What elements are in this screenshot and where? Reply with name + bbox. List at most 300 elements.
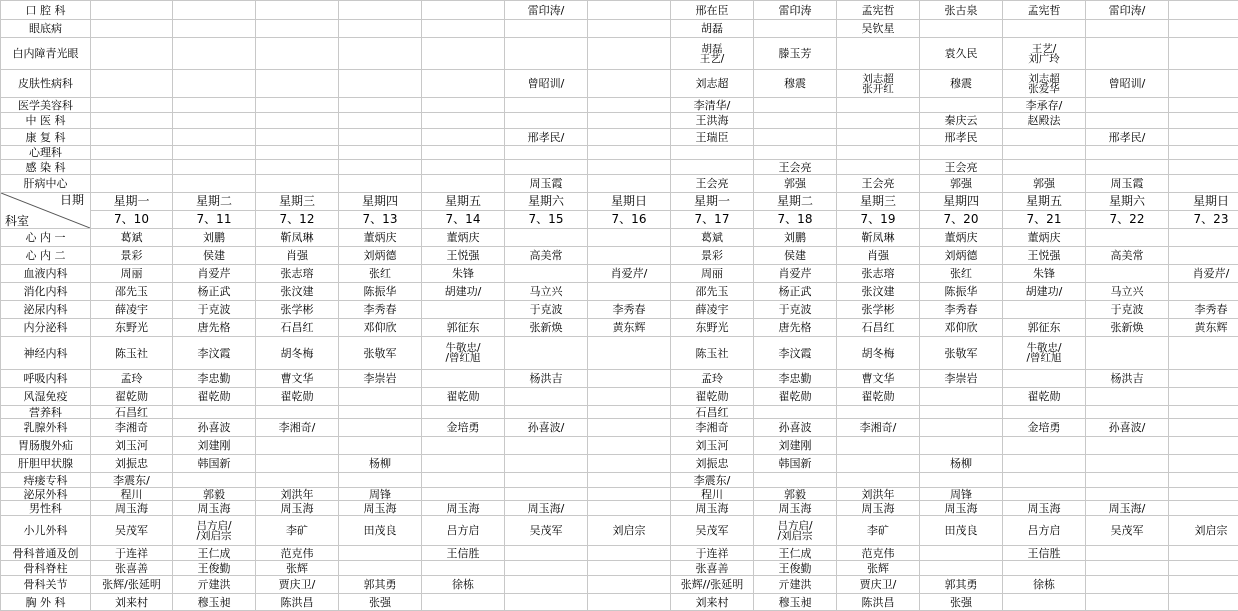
schedule-cell: 郭毅	[754, 488, 837, 501]
date-header: 7、14	[422, 211, 505, 229]
schedule-cell: 周玉海/	[505, 501, 588, 516]
schedule-cell	[1169, 437, 1238, 455]
schedule-cell	[1169, 473, 1238, 488]
schedule-cell	[1086, 265, 1169, 283]
schedule-cell	[1169, 283, 1238, 301]
weekday-header: 星期日	[1169, 193, 1238, 211]
schedule-cell	[1003, 437, 1086, 455]
schedule-cell	[505, 98, 588, 113]
schedule-cell	[588, 175, 671, 193]
weekday-header: 星期二	[754, 193, 837, 211]
schedule-cell	[837, 146, 920, 160]
schedule-cell: 李忠勤	[754, 370, 837, 388]
schedule-cell: 黄东辉	[588, 319, 671, 337]
schedule-cell	[588, 561, 671, 576]
schedule-cell: 王悦强	[1003, 247, 1086, 265]
schedule-cell: 刘建刚	[173, 437, 256, 455]
schedule-cell	[339, 20, 422, 38]
schedule-cell: 程川	[91, 488, 173, 501]
schedule-cell: 李湘奇	[671, 419, 754, 437]
schedule-cell: 王仁成	[173, 546, 256, 561]
schedule-cell: 朱锋	[422, 265, 505, 283]
schedule-cell	[1169, 576, 1238, 594]
schedule-cell: 李秀春	[1169, 301, 1238, 319]
schedule-cell: 李秀春	[920, 301, 1003, 319]
table-row	[1, 146, 1238, 160]
schedule-cell: 刘来村	[91, 594, 173, 611]
schedule-cell	[1003, 488, 1086, 501]
schedule-cell: 翟乾勋	[422, 388, 505, 406]
schedule-cell	[1169, 146, 1238, 160]
schedule-cell	[91, 20, 173, 38]
table-row	[1, 473, 1238, 488]
schedule-cell	[505, 546, 588, 561]
schedule-cell: 王会亮	[837, 175, 920, 193]
schedule-cell	[1169, 501, 1238, 516]
schedule-cell: 刘炳德	[920, 247, 1003, 265]
dept-name-cell: 骨科关节	[1, 576, 91, 594]
schedule-cell	[505, 160, 588, 175]
schedule-cell: 胡冬梅	[256, 337, 339, 370]
table-row	[1, 301, 1238, 319]
dept-name-cell: 眼底病	[1, 20, 91, 38]
table-row	[1, 175, 1238, 193]
schedule-cell: 张喜善	[91, 561, 173, 576]
date-header: 7、18	[754, 211, 837, 229]
schedule-cell: 胡磊 王艺/	[671, 38, 754, 70]
schedule-cell: 于克波	[1086, 301, 1169, 319]
schedule-cell	[505, 455, 588, 473]
schedule-cell	[422, 113, 505, 129]
schedule-cell: 吕方启/ /刘启宗	[173, 516, 256, 546]
schedule-cell: 邢孝民/	[1086, 129, 1169, 146]
schedule-cell: 邢孝民	[920, 129, 1003, 146]
schedule-cell	[588, 501, 671, 516]
schedule-cell	[1169, 70, 1238, 98]
dept-name-cell: 胸 外 科	[1, 594, 91, 611]
weekday-header: 星期五	[422, 193, 505, 211]
schedule-cell: 张志瑢	[837, 265, 920, 283]
schedule-cell	[1169, 561, 1238, 576]
schedule-cell	[1086, 576, 1169, 594]
schedule-cell: 曾昭训/	[1086, 70, 1169, 98]
schedule-cell: 刘志超 张爱华	[1003, 70, 1086, 98]
schedule-cell	[422, 370, 505, 388]
top-section	[1, 1, 1238, 193]
schedule-cell	[1086, 406, 1169, 419]
schedule-cell: 肖爱芹	[173, 265, 256, 283]
table-row	[1, 546, 1238, 561]
schedule-cell: 李湘奇	[91, 419, 173, 437]
date-header: 7、17	[671, 211, 754, 229]
schedule-cell: 邵先玉	[91, 283, 173, 301]
schedule-cell: 李崇岩	[339, 370, 422, 388]
schedule-cell: 李秀春	[588, 301, 671, 319]
schedule-cell: 薛凌宇	[671, 301, 754, 319]
weekday-header: 星期一	[671, 193, 754, 211]
schedule-cell: 邢在臣	[671, 1, 754, 20]
schedule-cell	[173, 473, 256, 488]
schedule-cell	[339, 419, 422, 437]
schedule-cell: 刘启宗	[588, 516, 671, 546]
schedule-cell: 董炳庆	[422, 229, 505, 247]
schedule-cell	[256, 1, 339, 20]
weekday-header: 星期六	[505, 193, 588, 211]
schedule-cell: 牛敬忠/ /曾红旭	[422, 337, 505, 370]
schedule-cell: 张强	[920, 594, 1003, 611]
schedule-cell: 李震东/	[91, 473, 173, 488]
schedule-cell	[339, 406, 422, 419]
dept-name-cell: 骨科普通及创	[1, 546, 91, 561]
schedule-cell	[588, 594, 671, 611]
table-row	[1, 319, 1238, 337]
schedule-cell: 刘玉河	[671, 437, 754, 455]
table-row	[1, 113, 1238, 129]
schedule-cell: 吴茂军	[1086, 516, 1169, 546]
schedule-cell	[339, 146, 422, 160]
schedule-cell	[422, 160, 505, 175]
schedule-cell: 张古泉	[920, 1, 1003, 20]
schedule-cell: 于连祥	[671, 546, 754, 561]
schedule-cell	[422, 175, 505, 193]
schedule-cell: 景彩	[91, 247, 173, 265]
schedule-cell	[173, 1, 256, 20]
schedule-cell: 滕玉芳	[754, 38, 837, 70]
schedule-cell: 张敬军	[339, 337, 422, 370]
schedule-cell: 刘来村	[671, 594, 754, 611]
schedule-cell	[1086, 594, 1169, 611]
schedule-cell	[256, 38, 339, 70]
schedule-cell: 唐先格	[754, 319, 837, 337]
schedule-cell: 李秀春	[339, 301, 422, 319]
schedule-cell	[1003, 473, 1086, 488]
schedule-cell	[1169, 419, 1238, 437]
dept-name-cell: 胃肠腹外疝	[1, 437, 91, 455]
schedule-cell	[505, 488, 588, 501]
dept-name-cell: 感 染 科	[1, 160, 91, 175]
schedule-cell: 靳凤琳	[837, 229, 920, 247]
table-row	[1, 283, 1238, 301]
schedule-cell	[1003, 301, 1086, 319]
schedule-cell: 石昌红	[671, 406, 754, 419]
dept-name-cell: 心 内 二	[1, 247, 91, 265]
table-row	[1, 576, 1238, 594]
schedule-cell	[920, 473, 1003, 488]
dept-name-cell: 小儿外科	[1, 516, 91, 546]
schedule-cell: 刘炳德	[339, 247, 422, 265]
schedule-cell	[91, 70, 173, 98]
schedule-cell: 胡磊	[671, 20, 754, 38]
corner-date-label: 日期	[60, 195, 84, 206]
dept-name-cell: 泌尿外科	[1, 488, 91, 501]
schedule-cell: 董炳庆	[1003, 229, 1086, 247]
schedule-cell: 李震东/	[671, 473, 754, 488]
dept-name-cell: 呼吸内科	[1, 370, 91, 388]
schedule-cell: 周丽	[91, 265, 173, 283]
schedule-cell: 张辉//张延明	[671, 576, 754, 594]
schedule-cell	[754, 98, 837, 113]
schedule-cell: 刘志超 张开红	[837, 70, 920, 98]
dept-name-cell: 乳腺外科	[1, 419, 91, 437]
schedule-cell	[920, 388, 1003, 406]
schedule-cell: 李崇岩	[920, 370, 1003, 388]
schedule-cell: 郭强	[1003, 175, 1086, 193]
schedule-cell: 于连祥	[91, 546, 173, 561]
schedule-cell	[91, 98, 173, 113]
schedule-cell	[422, 70, 505, 98]
schedule-cell: 刘志超	[671, 70, 754, 98]
schedule-cell	[837, 98, 920, 113]
schedule-cell	[339, 437, 422, 455]
schedule-cell	[1169, 388, 1238, 406]
table-row	[1, 160, 1238, 175]
schedule-cell: 陈玉社	[671, 337, 754, 370]
schedule-cell: 朱锋	[1003, 265, 1086, 283]
schedule-cell: 李矿	[256, 516, 339, 546]
schedule-cell: 周玉海	[671, 501, 754, 516]
schedule-cell	[173, 98, 256, 113]
schedule-cell: 李湘奇/	[256, 419, 339, 437]
schedule-cell	[505, 594, 588, 611]
schedule-cell	[422, 455, 505, 473]
schedule-cell: 吴茂军	[91, 516, 173, 546]
schedule-cell	[339, 388, 422, 406]
schedule-cell: 王会亮	[920, 160, 1003, 175]
schedule-cell	[1003, 160, 1086, 175]
schedule-cell	[339, 561, 422, 576]
dept-name-cell: 医学美容科	[1, 98, 91, 113]
schedule-cell	[505, 473, 588, 488]
schedule-cell: 曹文华	[837, 370, 920, 388]
schedule-cell	[173, 20, 256, 38]
schedule-cell: 周玉海	[754, 501, 837, 516]
schedule-cell	[1003, 20, 1086, 38]
schedule-cell: 王信胜	[422, 546, 505, 561]
date-header: 7、15	[505, 211, 588, 229]
schedule-cell	[339, 473, 422, 488]
dept-name-cell: 肝胆甲状腺	[1, 455, 91, 473]
schedule-cell: 杨洪吉	[505, 370, 588, 388]
schedule-cell: 肖爱芹	[754, 265, 837, 283]
schedule-cell	[1169, 488, 1238, 501]
dept-name-cell: 肝病中心	[1, 175, 91, 193]
table-row	[1, 265, 1238, 283]
schedule-cell: 贾庆卫/	[837, 576, 920, 594]
schedule-cell: 董炳庆	[920, 229, 1003, 247]
schedule-cell	[671, 160, 754, 175]
schedule-cell: 张汶建	[837, 283, 920, 301]
schedule-cell: 胡建功/	[1003, 283, 1086, 301]
schedule-cell	[588, 1, 671, 20]
date-header: 7、22	[1086, 211, 1169, 229]
schedule-cell	[588, 488, 671, 501]
date-header: 7、19	[837, 211, 920, 229]
weekday-header: 星期一	[91, 193, 173, 211]
schedule-cell	[173, 175, 256, 193]
date-row	[1, 211, 1238, 229]
schedule-cell	[837, 129, 920, 146]
schedule-cell	[173, 160, 256, 175]
schedule-cell	[588, 98, 671, 113]
schedule-cell: 肖强	[256, 247, 339, 265]
schedule-cell: 曾昭训/	[505, 70, 588, 98]
schedule-cell: 周锋	[339, 488, 422, 501]
schedule-cell: 肖爱芹/	[588, 265, 671, 283]
weekday-row	[1, 193, 1238, 211]
schedule-cell	[837, 113, 920, 129]
schedule-cell	[754, 406, 837, 419]
schedule-cell: 葛斌	[671, 229, 754, 247]
table-row	[1, 455, 1238, 473]
schedule-cell: 杨柳	[920, 455, 1003, 473]
weekday-header: 星期日	[588, 193, 671, 211]
schedule-cell	[1086, 229, 1169, 247]
dept-name-cell: 心 内 一	[1, 229, 91, 247]
schedule-cell: 杨柳	[339, 455, 422, 473]
schedule-cell	[588, 20, 671, 38]
schedule-cell: 刘振忠	[671, 455, 754, 473]
schedule-cell	[505, 229, 588, 247]
schedule-cell: 肖强	[837, 247, 920, 265]
schedule-cell: 张红	[339, 265, 422, 283]
schedule-cell	[256, 437, 339, 455]
schedule-cell	[256, 160, 339, 175]
weekday-header: 星期四	[339, 193, 422, 211]
schedule-cell	[920, 98, 1003, 113]
schedule-cell	[1003, 406, 1086, 419]
schedule-cell	[588, 247, 671, 265]
schedule-cell: 孙喜波	[754, 419, 837, 437]
schedule-cell	[339, 1, 422, 20]
dept-name-cell: 痔瘘专科	[1, 473, 91, 488]
schedule-cell: 刘玉河	[91, 437, 173, 455]
schedule-cell	[1169, 229, 1238, 247]
schedule-cell	[505, 38, 588, 70]
dept-name-cell: 泌尿内科	[1, 301, 91, 319]
schedule-cell: 刘洪年	[837, 488, 920, 501]
dept-name-cell: 皮肤性病科	[1, 70, 91, 98]
table-row	[1, 501, 1238, 516]
schedule-cell: 孟宪哲	[1003, 1, 1086, 20]
schedule-cell: 景彩	[671, 247, 754, 265]
schedule-cell: 吴茂军	[505, 516, 588, 546]
schedule-cell: 周玉霞	[505, 175, 588, 193]
table-row	[1, 337, 1238, 370]
schedule-cell: 于克波	[173, 301, 256, 319]
schedule-cell: 王会亮	[754, 160, 837, 175]
schedule-cell	[588, 388, 671, 406]
schedule-cell: 周玉海	[422, 501, 505, 516]
table-row	[1, 488, 1238, 501]
schedule-cell: 张红	[920, 265, 1003, 283]
schedule-cell	[422, 437, 505, 455]
schedule-cell: 周锋	[920, 488, 1003, 501]
schedule-cell: 李矿	[837, 516, 920, 546]
schedule-cell: 高美常	[1086, 247, 1169, 265]
schedule-cell: 翟乾勋	[256, 388, 339, 406]
schedule-cell	[173, 38, 256, 70]
schedule-cell	[1169, 113, 1238, 129]
date-header: 7、11	[173, 211, 256, 229]
schedule-cell	[1169, 247, 1238, 265]
schedule-cell: 翟乾勋	[837, 388, 920, 406]
schedule-cell	[91, 1, 173, 20]
schedule-cell: 吴茂军	[671, 516, 754, 546]
schedule-cell: 郭其勇	[339, 576, 422, 594]
schedule-cell: 王会亮	[671, 175, 754, 193]
schedule-cell	[422, 473, 505, 488]
schedule-cell: 周玉海	[920, 501, 1003, 516]
schedule-cell: 孙喜波	[173, 419, 256, 437]
schedule-cell: 吴钦星	[837, 20, 920, 38]
schedule-cell: 王洪海	[671, 113, 754, 129]
schedule-cell	[588, 546, 671, 561]
weekday-header: 星期三	[256, 193, 339, 211]
schedule-cell	[1169, 175, 1238, 193]
schedule-cell	[422, 98, 505, 113]
schedule-cell	[920, 20, 1003, 38]
schedule-cell: 袁久民	[920, 38, 1003, 70]
dept-name-cell: 营养科	[1, 406, 91, 419]
dept-name-cell: 骨科脊柱	[1, 561, 91, 576]
schedule-cell	[91, 113, 173, 129]
schedule-cell: 肖爱芹/	[1169, 265, 1238, 283]
schedule-cell	[91, 38, 173, 70]
schedule-cell	[588, 576, 671, 594]
schedule-cell: 张辉/张延明	[91, 576, 173, 594]
schedule-cell	[422, 406, 505, 419]
schedule-cell	[588, 473, 671, 488]
schedule-cell: 董炳庆	[339, 229, 422, 247]
table-row	[1, 370, 1238, 388]
schedule-cell: 范克伟	[837, 546, 920, 561]
schedule-cell: 张新焕	[505, 319, 588, 337]
table-row	[1, 70, 1238, 98]
table-row	[1, 1, 1238, 20]
schedule-cell	[588, 38, 671, 70]
schedule-cell	[1086, 455, 1169, 473]
schedule-cell: 金培勇	[1003, 419, 1086, 437]
schedule-cell: 王仁成	[754, 546, 837, 561]
schedule-cell	[754, 20, 837, 38]
schedule-cell	[256, 175, 339, 193]
table-row	[1, 98, 1238, 113]
schedule-cell: 孙喜波/	[505, 419, 588, 437]
schedule-cell	[339, 129, 422, 146]
schedule-cell: 雷印涛	[754, 1, 837, 20]
schedule-cell: 孟宪哲	[837, 1, 920, 20]
table-row	[1, 419, 1238, 437]
schedule-cell	[588, 229, 671, 247]
schedule-cell	[91, 146, 173, 160]
schedule-cell	[920, 146, 1003, 160]
schedule-cell: 郭征东	[422, 319, 505, 337]
schedule-cell	[339, 113, 422, 129]
schedule-cell	[837, 160, 920, 175]
schedule-cell: 韩国新	[754, 455, 837, 473]
schedule-cell: 王瑞臣	[671, 129, 754, 146]
schedule-cell	[91, 175, 173, 193]
schedule-cell	[1169, 38, 1238, 70]
schedule-cell: 侯建	[754, 247, 837, 265]
schedule-cell	[256, 146, 339, 160]
schedule-cell	[754, 113, 837, 129]
schedule-cell	[505, 20, 588, 38]
table-row	[1, 229, 1238, 247]
schedule-cell: 王悦强	[422, 247, 505, 265]
schedule-cell: 亓建洪	[173, 576, 256, 594]
schedule-cell: 李汶霞	[754, 337, 837, 370]
